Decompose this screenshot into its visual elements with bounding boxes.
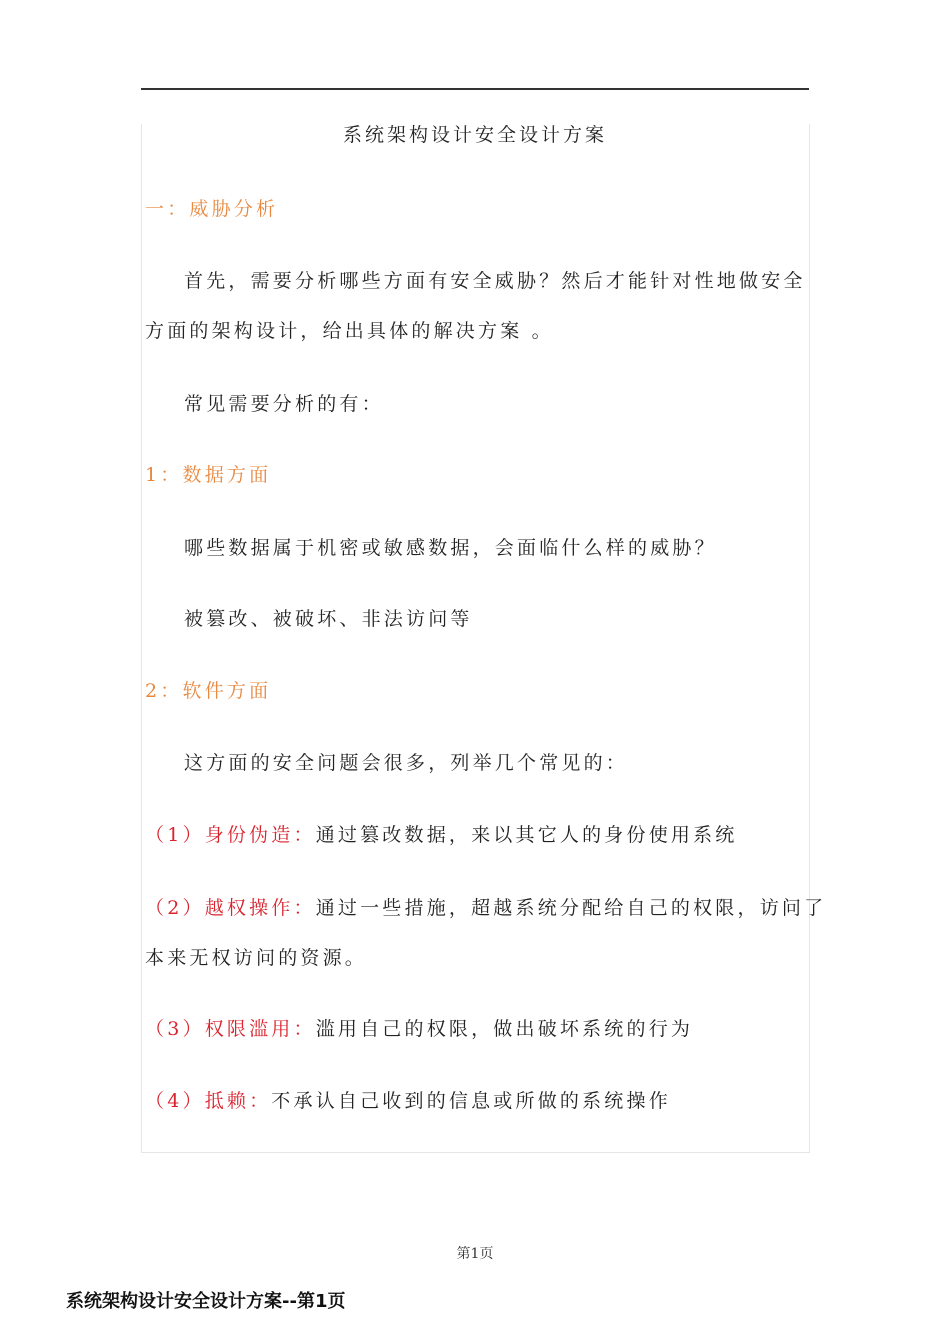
list-item-label: （3）权限滥用： xyxy=(145,1018,316,1040)
section-heading-software: 2：软件方面 xyxy=(145,680,272,702)
page-number: 第1页 xyxy=(456,1246,494,1262)
list-item-continuation: 本来无权访问的资源。 xyxy=(145,947,368,969)
list-item xyxy=(145,1088,671,1114)
list-item-text: 滥用自己的权限，做出破坏系统的行为 xyxy=(315,1018,694,1040)
paragraph-software-intro: 这方面的安全问题会很多，列举几个常见的： xyxy=(184,752,629,774)
paragraph-data-question: 哪些数据属于机密或敏感数据，会面临什么样的威胁？ xyxy=(184,537,717,559)
section-heading-threat-analysis: 一：威胁分析 xyxy=(145,198,279,220)
list-item xyxy=(145,895,826,921)
paragraph-data-threats: 被篡改、被破坏、非法访问等 xyxy=(184,608,473,630)
section-heading-data: 1：数据方面 xyxy=(145,464,272,486)
paragraph-intro-line1: 首先，需要分析哪些方面有安全威胁？然后才能针对性地做安全 xyxy=(184,270,806,292)
footer-document-label: 系统架构设计安全设计方案--第1页 xyxy=(66,1291,346,1312)
list-item xyxy=(145,1016,693,1042)
paragraph-intro-line2: 方面的架构设计，给出具体的解决方案 。 xyxy=(145,320,554,342)
list-item-text: 通过篡改数据，来以其它人的身份使用系统 xyxy=(315,824,738,846)
list-item-label: （4）抵赖： xyxy=(145,1090,272,1112)
list-item-label: （1）身份伪造： xyxy=(145,824,316,846)
paragraph-common: 常见需要分析的有： xyxy=(184,393,384,415)
list-item-text: 通过一些措施，超越系统分配给自己的权限，访问了 xyxy=(315,897,827,919)
list-item-text: 不承认自己收到的信息或所做的系统操作 xyxy=(271,1090,671,1112)
header-rule xyxy=(141,88,809,90)
list-item-label: （2）越权操作： xyxy=(145,897,316,919)
list-item xyxy=(145,822,738,848)
document-title: 系统架构设计安全设计方案 xyxy=(342,124,607,146)
